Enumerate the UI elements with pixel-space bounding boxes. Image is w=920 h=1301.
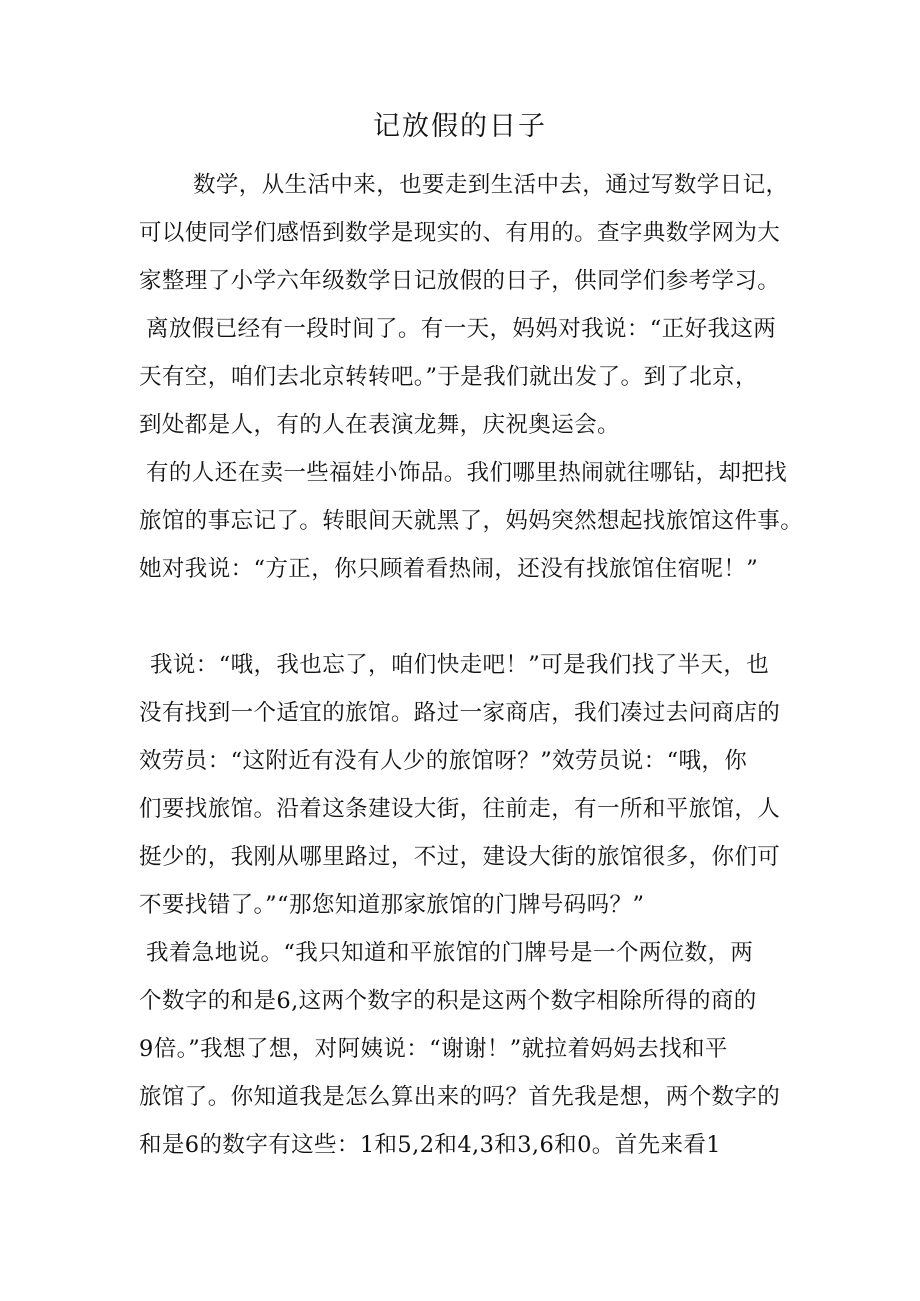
paragraph-line: 数学，从生活中来，也要走到生活中去，通过写数学日记，: [193, 172, 789, 198]
paragraph-line: 到处都是人，有的人在表演龙舞，庆祝奥运会。: [139, 412, 620, 438]
paragraph-line: 个数字的和是6,这两个数字的积是这两个数字相除所得的商的: [139, 988, 757, 1014]
paragraph-line: 不要找错了。”“那您知道那家旅馆的门牌号码吗？”: [139, 892, 645, 918]
paragraph-line: 有的人还在卖一些福娃小饰品。我们哪里热闹就往哪钻，却把找: [146, 460, 788, 486]
paragraph-line: 我着急地说。“我只知道和平旅馆的门牌号是一个两位数，两: [146, 940, 754, 966]
paragraph-line: 们要找旅馆。沿着这条建设大街，往前走，有一所和平旅馆，人: [139, 796, 781, 822]
paragraph-line: 她对我说：“方正，你只顾着看热闹，还没有找旅馆住宿呢！”: [139, 556, 759, 582]
paragraph-line: 挺少的，我刚从哪里路过，不过，建设大街的旅馆很多，你们可: [139, 844, 781, 870]
paragraph-line: 天有空，咱们去北京转转吧。”于是我们就出发了。到了北京，: [139, 364, 758, 390]
paragraph-line: 家整理了小学六年级数学日记放假的日子，供同学们参考学习。: [139, 268, 781, 294]
paragraph-line: 离放假已经有一段时间了。有一天，妈妈对我说：“正好我这两: [146, 316, 777, 342]
paragraph-line: 没有找到一个适宜的旅馆。路过一家商店，我们凑过去问商店的: [139, 700, 781, 726]
paragraph-line: 我说：“哦，我也忘了，咱们快走吧！”可是我们找了半天，也: [150, 652, 770, 678]
paragraph-line: 可以使同学们感悟到数学是现实的、有用的。查字典数学网为大: [139, 220, 781, 246]
paragraph-line: 9倍。”我想了想，对阿姨说：“谢谢！”就拉着妈妈去找和平: [139, 1036, 728, 1062]
paragraph-line: 旅馆了。你知道我是怎么算出来的吗？首先我是想，两个数字的: [139, 1084, 781, 1110]
paragraph-line: 和是6的数字有这些：1和5,2和4,3和3,6和0。首先来看1: [139, 1132, 722, 1158]
paragraph-line: 旅馆的事忘记了。转眼间天就黑了，妈妈突然想起找旅馆这件事。: [139, 508, 804, 534]
paragraph-line: 效劳员：“这附近有没有人少的旅馆呀？”效劳员说：“哦，你: [139, 748, 748, 774]
document-title: 记放假的日子: [373, 111, 547, 142]
